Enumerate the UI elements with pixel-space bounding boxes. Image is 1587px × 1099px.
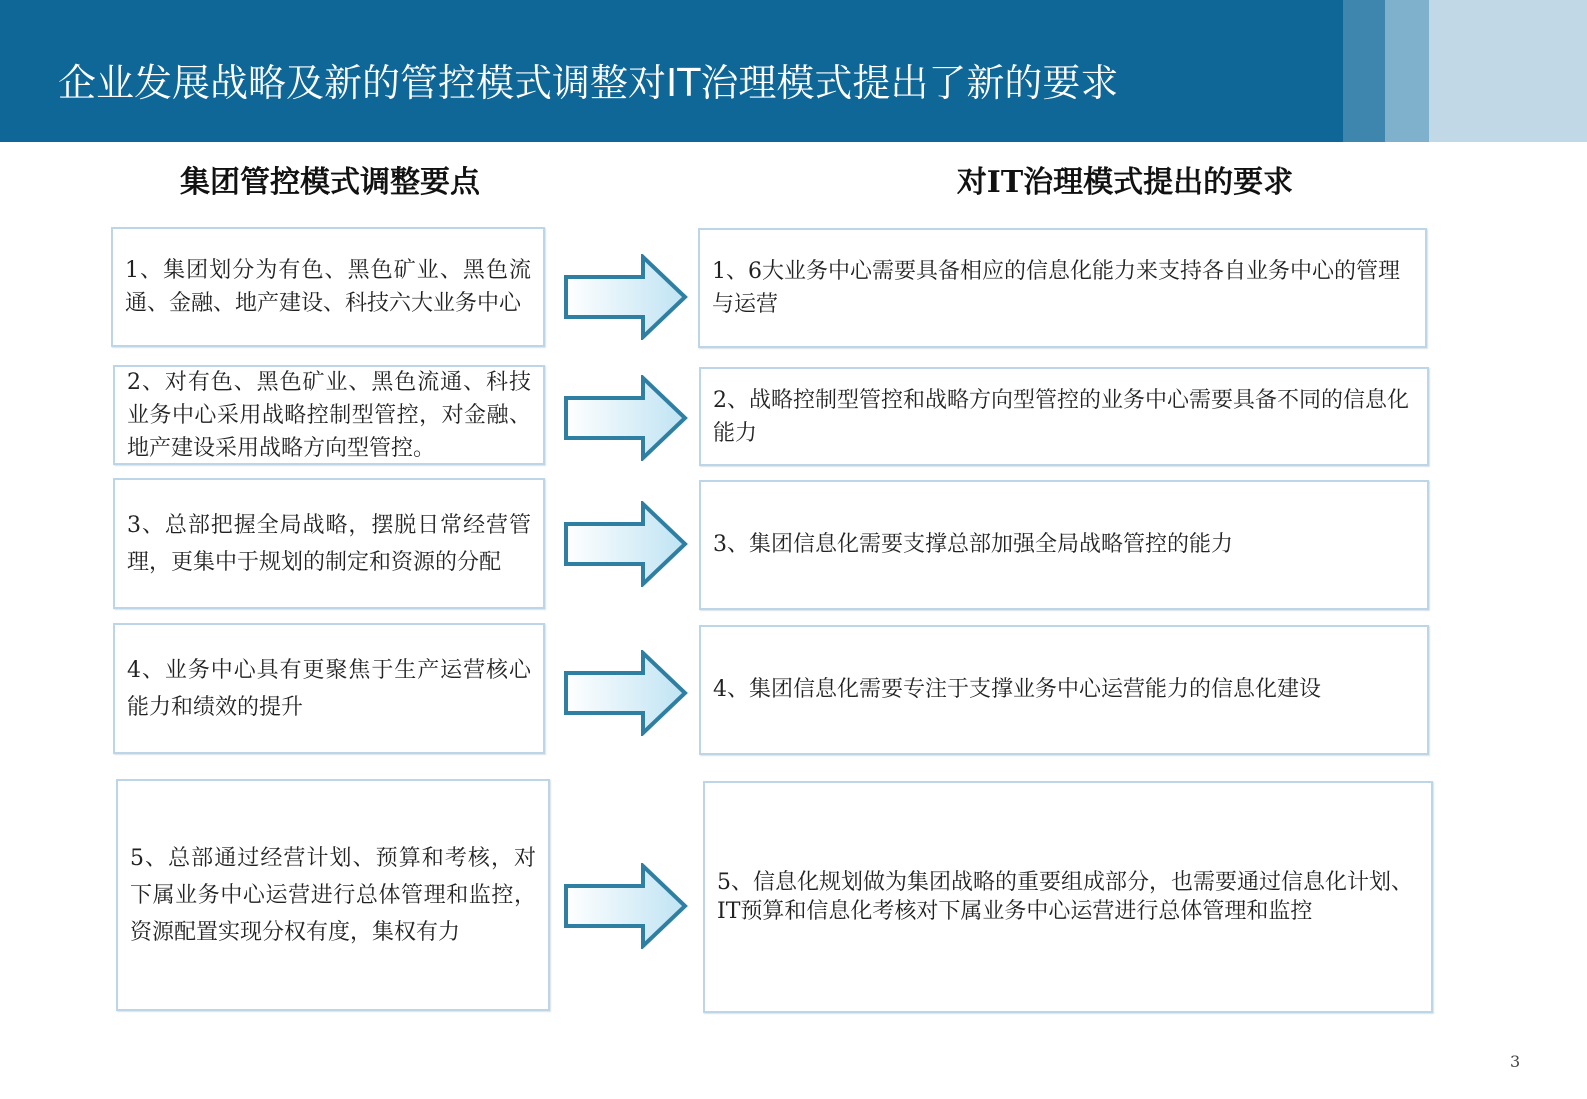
left-box-text: 3、总部把握全局战略，摆脱日常经营管理，更集中于规划的制定和资源的分配 — [127, 512, 531, 575]
left-box-5 — [116, 779, 550, 1011]
right-box-text: 3、集团信息化需要支撑总部加强全局战略管控的能力 — [713, 532, 1233, 557]
left-box-text: 1、集团划分为有色、黑色矿业、黑色流通、金融、地产建设、科技六大业务中心 — [125, 258, 531, 316]
right-box-2 — [699, 367, 1429, 466]
title-bar — [0, 0, 1587, 142]
right-box-text: 2、战略控制型管控和战略方向型管控的业务中心需要具备不同的信息化能力 — [713, 387, 1409, 446]
left-box-text: 2、对有色、黑色矿业、黑色流通、科技业务中心采用战略控制型管控，对金融、地产建设采用战略方向型管控。 — [127, 369, 531, 461]
page-number: 3 — [1510, 1052, 1521, 1071]
right-arrow-icon — [563, 650, 689, 736]
left-box-2 — [113, 365, 545, 465]
right-box-4 — [699, 625, 1429, 755]
left-box-1 — [111, 227, 545, 347]
right-arrow-icon — [563, 863, 689, 949]
left-column-heading: 集团管控模式调整要点 — [180, 165, 480, 200]
page-title: 企业发展战略及新的管控模式调整对IT治理模式提出了新的要求 — [58, 61, 1119, 105]
right-box-text: 4、集团信息化需要专注于支撑业务中心运营能力的信息化建设 — [713, 677, 1321, 702]
right-column-heading: 对IT治理模式提出的要求 — [956, 165, 1294, 200]
right-box-5 — [703, 781, 1433, 1013]
right-box-text: 5、信息化规划做为集团战略的重要组成部分，也需要通过信息化计划、IT预算和信息化考核对下属业务中心运营进行总体管理和监控 — [717, 870, 1413, 924]
left-box-text: 4、业务中心具有更聚焦于生产运营核心能力和绩效的提升 — [127, 657, 531, 720]
decor-stripe — [1429, 0, 1587, 142]
decor-stripe — [1343, 0, 1385, 142]
right-box-3 — [699, 480, 1429, 610]
left-box-text: 5、总部通过经营计划、预算和考核，对下属业务中心运营进行总体管理和监控，资源配置实现分权有度，集权有力 — [130, 845, 536, 945]
left-box-4 — [113, 623, 545, 754]
right-arrow-icon — [563, 254, 689, 340]
right-arrow-icon — [563, 501, 689, 587]
decor-stripe — [1385, 0, 1429, 142]
right-arrow-icon — [563, 375, 689, 461]
right-box-1 — [698, 228, 1427, 348]
left-box-3 — [113, 478, 545, 609]
right-box-text: 1、6大业务中心需要具备相应的信息化能力来支持各自业务中心的管理与运营 — [712, 259, 1400, 317]
